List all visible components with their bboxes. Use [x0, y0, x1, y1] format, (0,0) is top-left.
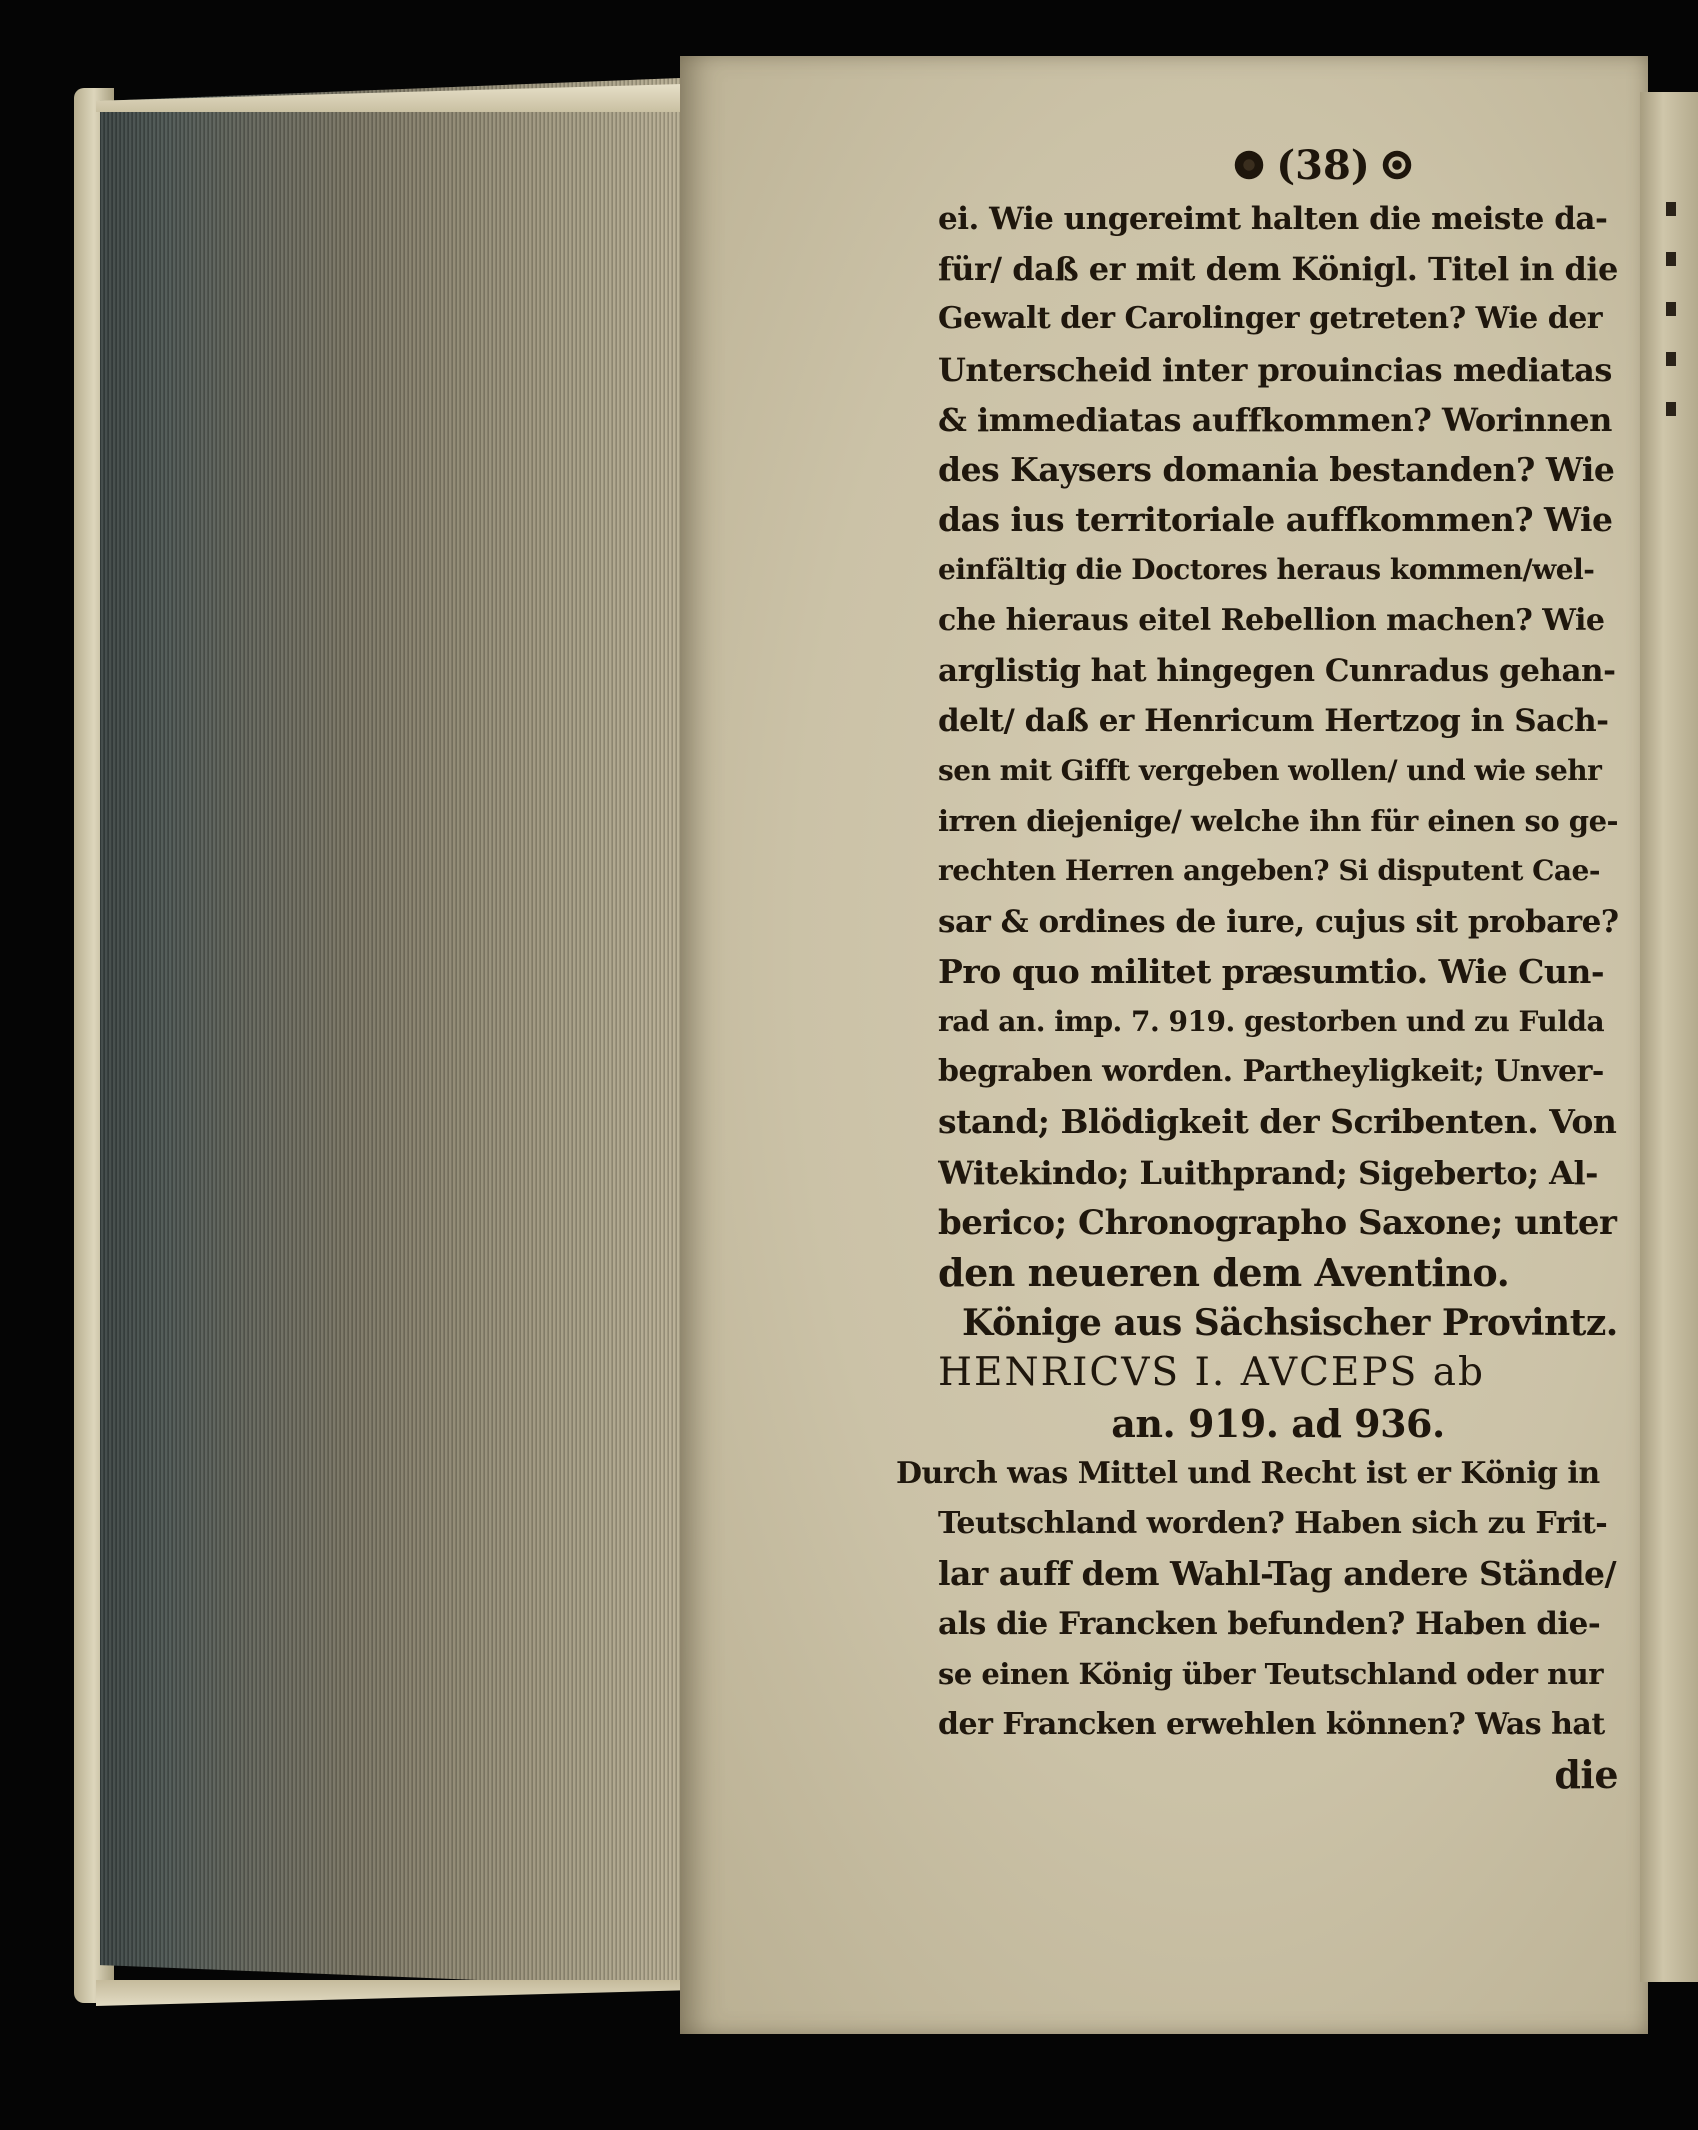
ruler-heading: HENRICVS I. AVCEPS ab [938, 1350, 1485, 1396]
page-header [1223, 140, 1423, 190]
page-text [896, 194, 1618, 1800]
text-line: als die Francken befunden? Haben die- [938, 1606, 1601, 1643]
text-line: irren diejenige/ welche ihn für einen so ge- [938, 804, 1618, 839]
text-line: Pro quo militet præsumtio. Wie Cun- [938, 951, 1605, 991]
next-page-edge [1640, 92, 1698, 1982]
text-line: delt/ daß er Henricum Hertzog in Sach- [938, 702, 1609, 739]
text-line: der Francken erwehlen können? Was hat [938, 1706, 1605, 1742]
page-block-bottom-edge [96, 1980, 682, 2006]
text-line: den neueren dem Aventino. [938, 1249, 1510, 1295]
page-number: (38) [1276, 141, 1370, 189]
text-line: berico; Chronographo Saxone; unter [938, 1202, 1617, 1243]
text-line: einfältig die Doctores heraus kommen/wel- [938, 553, 1595, 587]
text-line: begraben worden. Partheyligkeit; Unver- [938, 1054, 1604, 1090]
text-line: rechten Herren angeben? Si disputent Cae- [938, 854, 1600, 888]
text-line: Durch was Mittel und Recht ist er König in [896, 1455, 1600, 1491]
text-line: & immediatas auffkommen? Worinnen [938, 400, 1612, 439]
text-line: das ius territoriale auffkommen? Wie [938, 500, 1613, 540]
text-line: ei. Wie ungereimt halten die meiste da- [938, 201, 1608, 237]
text-line: sen mit Gifft vergeben wollen/ und wie sehr [938, 754, 1602, 788]
ruler-years: an. 919. ad 936. [1111, 1400, 1445, 1446]
text-line: stand; Blödigkeit der Scribenten. Von [938, 1102, 1617, 1142]
text-line: Gewalt der Carolinger getreten? Wie der [938, 301, 1603, 337]
catchword: die [1554, 1751, 1618, 1797]
page-block-fore-edge [100, 78, 680, 1988]
ornament-left-icon [1230, 146, 1268, 184]
text-line: Unterscheid inter prouincias mediatas [938, 350, 1612, 389]
text-line: für/ daß er mit dem Königl. Titel in die [938, 250, 1618, 289]
text-line: des Kaysers domania bestanden? Wie [938, 449, 1615, 489]
text-line: rad an. imp. 7. 919. gestorben und zu Fulda [938, 1005, 1605, 1038]
text-line: se einen König über Teutschland oder nur [938, 1657, 1604, 1692]
text-line: che hieraus eitel Rebellion machen? Wie [938, 602, 1605, 638]
ornament-right-icon [1378, 146, 1416, 184]
bleed-through-text [1666, 202, 1676, 432]
text-line: arglistig hat hingegen Cunradus gehan- [938, 652, 1616, 689]
text-line: sar & ordines de iure, cujus sit probare? [938, 903, 1618, 940]
section-heading: Könige aus Sächsischer Provintz. [962, 1302, 1618, 1345]
text-line: lar auff dem Wahl-Tag andere Stände/ [938, 1554, 1617, 1594]
text-line: Witekindo; Luithprand; Sigeberto; Al- [938, 1153, 1598, 1192]
text-line: Teutschland worden? Haben sich zu Frit- [938, 1505, 1608, 1541]
